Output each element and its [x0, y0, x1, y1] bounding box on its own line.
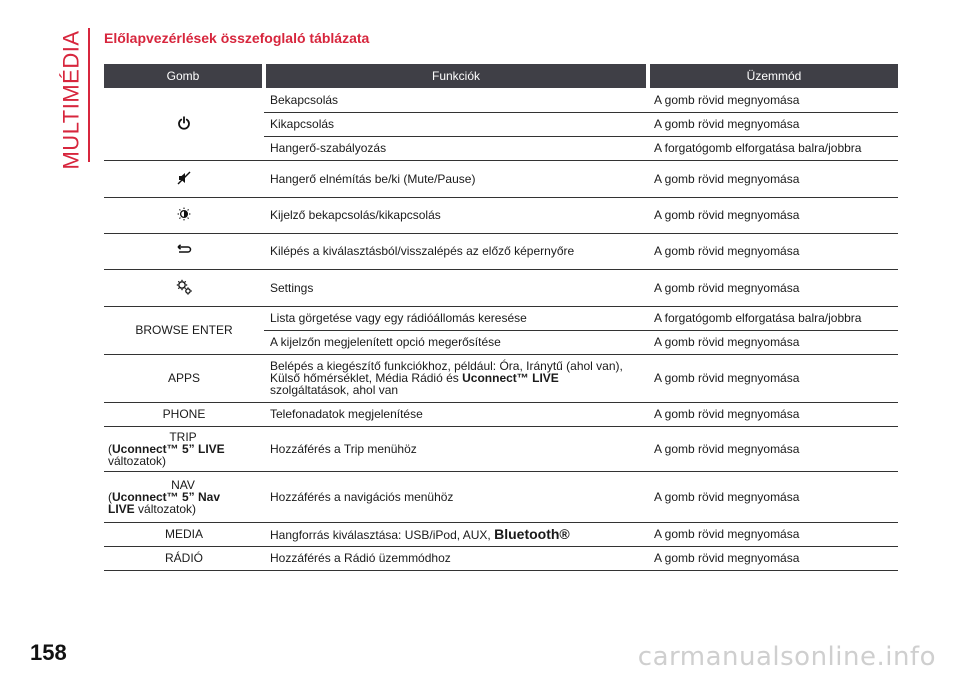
- watermark: carmanualsonline.info: [637, 642, 936, 672]
- function-cell: Telefonadatok megjelenítése: [264, 402, 648, 426]
- function-cell: Settings: [264, 269, 648, 306]
- table-row: [104, 522, 898, 546]
- gomb-label-bold: Uconnect™ 5” LIVE: [112, 441, 225, 456]
- settings-icon: [175, 278, 193, 298]
- function-cell: Kikapcsolás: [264, 112, 648, 136]
- table-row: [104, 546, 898, 570]
- gomb-cell: MEDIA: [104, 522, 264, 546]
- bluetooth-label: Bluetooth®: [494, 525, 570, 542]
- function-text: Belépés a kiegészítő funkciókhoz, például: Óra, Iránytű (ahol van),: [270, 359, 623, 373]
- function-cell: Hangerő elnémítás be/ki (Mute/Pause): [264, 160, 648, 197]
- function-text: Hangforrás kiválasztása: USB/iPod, AUX,: [270, 527, 491, 542]
- header-uzemmod: Üzemmód: [648, 64, 898, 88]
- mode-cell: A gomb rövid megnyomása: [648, 112, 898, 136]
- table-row: [104, 471, 898, 522]
- display-icon: [177, 207, 191, 223]
- function-cell: [264, 522, 648, 546]
- table-row: [104, 233, 898, 269]
- gomb-cell: [104, 426, 264, 471]
- gomb-label: TRIP: [169, 429, 197, 444]
- gomb-label-bold: Uconnect™ 5” Nav: [112, 489, 221, 504]
- mode-cell: A gomb rövid megnyomása: [648, 402, 898, 426]
- gomb-cell: [104, 160, 264, 197]
- mode-cell: A gomb rövid megnyomása: [648, 330, 898, 354]
- power-icon: [177, 116, 191, 132]
- mode-cell: A gomb rövid megnyomása: [648, 233, 898, 269]
- gomb-cell: [104, 197, 264, 233]
- section-side-label: MULTIMÉDIA: [59, 30, 85, 170]
- gomb-cell: APPS: [104, 354, 264, 402]
- gomb-cell: BROWSE ENTER: [104, 306, 264, 354]
- mode-cell: A forgatógomb elforgatása balra/jobbra: [648, 136, 898, 160]
- function-cell: Hangerő-szabályozás: [264, 136, 648, 160]
- section-side-rule: [88, 28, 90, 162]
- back-icon: [176, 244, 192, 258]
- table-row: [104, 402, 898, 426]
- mode-cell: A gomb rövid megnyomása: [648, 546, 898, 570]
- function-cell: Kilépés a kiválasztásból/visszalépés az előző képernyőre: [264, 233, 648, 269]
- table-row: [104, 426, 898, 471]
- table-row: [104, 306, 898, 330]
- gomb-cell: [104, 269, 264, 306]
- function-cell: A kijelzőn megjelenített opció megerősítése: [264, 330, 648, 354]
- function-cell: Hozzáférés a Rádió üzemmódhoz: [264, 546, 648, 570]
- function-cell: Lista görgetése vagy egy rádióállomás keresése: [264, 306, 648, 330]
- mode-cell: A forgatógomb elforgatása balra/jobbra: [648, 306, 898, 330]
- gomb-label: NAV: [171, 477, 195, 492]
- function-cell: Hozzáférés a Trip menühöz: [264, 426, 648, 471]
- controls-table: [104, 64, 898, 571]
- mode-cell: A gomb rövid megnyomása: [648, 522, 898, 546]
- gomb-paren: (: [108, 441, 112, 456]
- gomb-cell: [104, 233, 264, 269]
- header-gomb: Gomb: [104, 64, 264, 88]
- gomb-cell: [104, 471, 264, 522]
- page-number: 158: [30, 640, 67, 665]
- mode-cell: A gomb rövid megnyomása: [648, 269, 898, 306]
- mode-cell: A gomb rövid megnyomása: [648, 160, 898, 197]
- table-row: [104, 197, 898, 233]
- function-cell: Hozzáférés a navigációs menühöz: [264, 471, 648, 522]
- gomb-paren: (: [108, 489, 112, 504]
- function-text: Külső hőmérséklet, Média Rádió és: [270, 371, 459, 385]
- mode-cell: A gomb rövid megnyomása: [648, 354, 898, 402]
- mode-cell: A gomb rövid megnyomása: [648, 88, 898, 112]
- table-row: [104, 160, 898, 197]
- gomb-label-bold: LIVE: [108, 501, 135, 516]
- gomb-cell: RÁDIÓ: [104, 546, 264, 570]
- table-header-row: [104, 64, 898, 88]
- table-row: [104, 88, 898, 112]
- gomb-cell: [104, 88, 264, 160]
- function-cell: Bekapcsolás: [264, 88, 648, 112]
- function-cell: [264, 354, 648, 402]
- table-row: [104, 269, 898, 306]
- function-text-bold: Uconnect™ LIVE: [462, 371, 559, 385]
- mode-cell: A gomb rövid megnyomása: [648, 197, 898, 233]
- page-title: Előlapvezérlések összefoglaló táblázata: [104, 30, 370, 46]
- gomb-cell: PHONE: [104, 402, 264, 426]
- header-funkciok: Funkciók: [264, 64, 648, 88]
- gomb-label: változatok): [138, 501, 197, 516]
- mode-cell: A gomb rövid megnyomása: [648, 426, 898, 471]
- mute-icon: [177, 171, 191, 187]
- table-row: [104, 354, 898, 402]
- function-cell: Kijelző bekapcsolás/kikapcsolás: [264, 197, 648, 233]
- gomb-label: változatok): [108, 453, 167, 468]
- mode-cell: A gomb rövid megnyomása: [648, 471, 898, 522]
- function-text: szolgáltatások, ahol van: [270, 383, 399, 397]
